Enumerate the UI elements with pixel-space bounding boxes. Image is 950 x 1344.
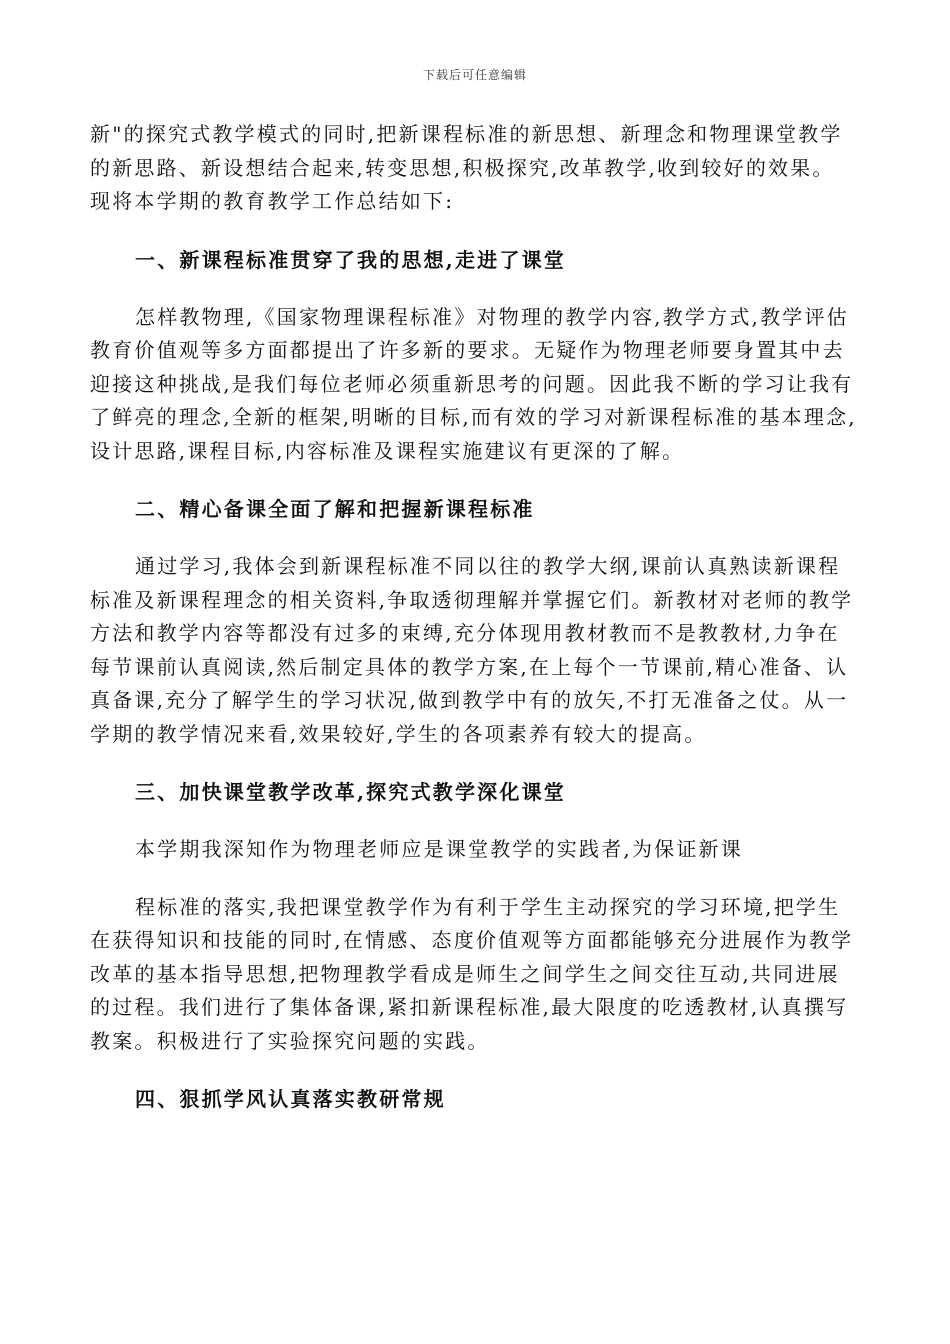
section-heading: 四、狠抓学风认真落实教研常规	[135, 1087, 446, 1111]
paragraph-line: 现将本学期的教育教学工作总结如下:	[90, 189, 455, 213]
page-header: 下载后可任意编辑	[422, 68, 527, 82]
paragraph	[90, 833, 865, 867]
paragraph-line: 教案。积极进行了实验探究问题的实践。	[90, 1028, 490, 1053]
paragraph-line: 程标准的落实,我把课堂教学作为有利于学生主动探究的学习环境,把学生	[135, 894, 841, 919]
paragraph-line: 每节课前认真阅读,然后制定具体的教学方案,在上每个一节课前,精心准备、认	[90, 654, 849, 679]
paragraph-line: 怎样教物理,《国家物理课程标准》对物理的教学内容,教学方式,教学评估	[135, 304, 849, 329]
paragraph	[90, 550, 865, 751]
paragraph	[90, 891, 865, 1059]
paragraph-line: 真备课,充分了解学生的学习状况,做到教学中有的放矢,不打无准备之仗。从一	[90, 688, 849, 712]
paragraph-line: 学期的教学情况来看,效果较好,学生的各项素养有较大的提高。	[90, 721, 707, 746]
paragraph-line: 在获得知识和技能的同时,在情感、态度价值观等方面都能够充分进展作为教学	[90, 928, 854, 952]
section-heading: 一、新课程标准贯穿了我的思想,走进了课堂	[135, 247, 566, 272]
paragraph	[90, 301, 865, 469]
paragraph-line: 了鲜亮的理念,全新的框架,明晰的目标,而有效的学习对新课程标准的基本理念,	[90, 405, 857, 429]
paragraph-line: 改革的基本指导思想,把物理教学看成是师生之间学生之间交往互动,共同进展	[90, 961, 840, 986]
paragraph-line: 方法和教学内容等都没有过多的束缚,充分体现用教材教而不是教教材,力争在	[90, 621, 840, 645]
paragraph-line: 新"的探究式教学模式的同时,把新课程标准的新思想、新理念和物理课堂教学	[90, 122, 843, 146]
paragraph-line: 迎接这种挑战,是我们每位老师必须重新思考的问题。因此我不断的学习让我有	[90, 371, 854, 396]
paragraph-line: 设计思路,课程目标,内容标准及课程实施建议有更深的了解。	[90, 438, 685, 463]
paragraph-line: 的过程。我们进行了集体备课,紧扣新课程标准,最大限度的吃透教材,认真撰写	[90, 995, 849, 1019]
paragraph-line: 本学期我深知作为物理老师应是课堂教学的实践者,为保证新课	[135, 837, 743, 861]
section-heading: 三、加快课堂教学改革,探究式教学深化课堂	[135, 780, 566, 804]
paragraph-line: 通过学习,我体会到新课程标准不同以往的教学大纲,课前认真熟读新课程	[135, 554, 841, 578]
paragraph-line: 的新思路、新设想结合起来,转变思想,积极探究,改革教学,收到较好的效果。	[90, 155, 835, 180]
paragraph-line: 教育价值观等多方面都提出了许多新的要求。无疑作为物理老师要身置其中去	[90, 338, 845, 362]
document-body	[90, 118, 865, 1116]
section-heading: 二、精心备课全面了解和把握新课程标准	[135, 497, 535, 521]
paragraph-line: 标准及新课程理念的相关资料,争取透彻理解并掌握它们。新教材对老师的教学	[90, 587, 854, 612]
paragraph	[90, 118, 865, 219]
